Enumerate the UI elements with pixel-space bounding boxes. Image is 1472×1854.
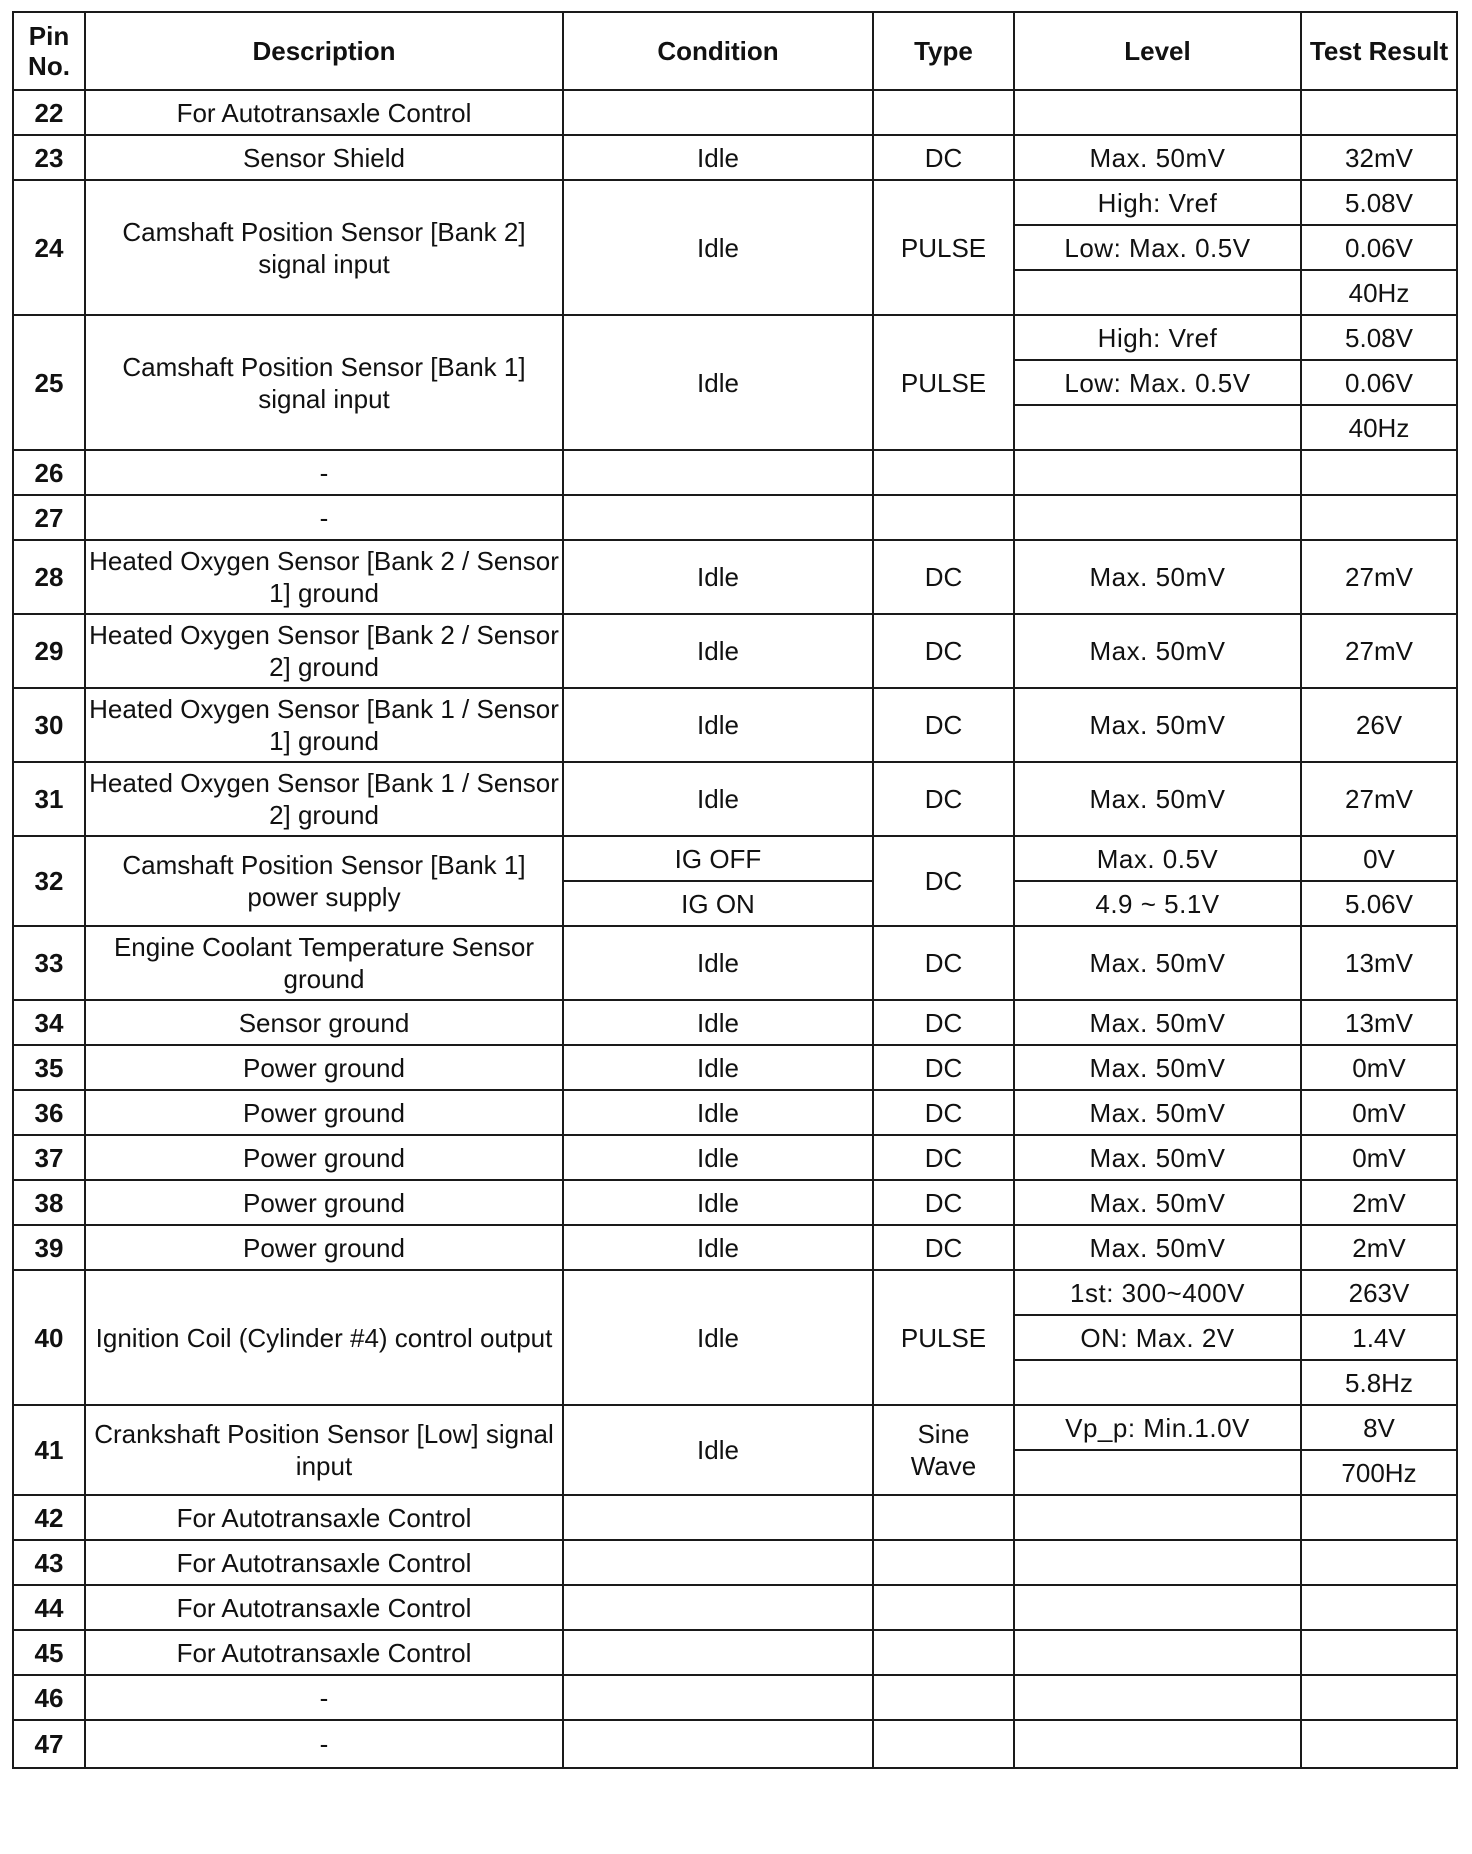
type-cell: Sine Wave [873, 1405, 1014, 1495]
table-row [13, 1720, 1457, 1768]
header-type: Type [873, 12, 1014, 90]
table-row [13, 762, 1457, 836]
table-row [13, 1630, 1457, 1675]
level-cell [1014, 1450, 1301, 1495]
level-cell: 1st: 300~400V [1014, 1270, 1301, 1315]
pin-number: 38 [13, 1180, 85, 1225]
level-cell [1014, 1720, 1301, 1768]
result-cell: 2mV [1301, 1225, 1457, 1270]
pin-number: 32 [13, 836, 85, 926]
result-cell: 27mV [1301, 614, 1457, 688]
type-cell: DC [873, 688, 1014, 762]
condition-cell: Idle [563, 1135, 873, 1180]
result-cell: 32mV [1301, 135, 1457, 180]
level-cell [1014, 1540, 1301, 1585]
condition-cell: Idle [563, 540, 873, 614]
table-row [13, 495, 1457, 540]
condition-cell [563, 1585, 873, 1630]
result-cell: 0mV [1301, 1135, 1457, 1180]
result-cell: 2mV [1301, 1180, 1457, 1225]
level-cell [1014, 90, 1301, 135]
description-cell: For Autotransaxle Control [85, 1540, 563, 1585]
level-cell: High: Vref [1014, 315, 1301, 360]
description-cell: - [85, 495, 563, 540]
result-cell: 26V [1301, 688, 1457, 762]
level-cell [1014, 1585, 1301, 1630]
pin-number: 33 [13, 926, 85, 1000]
description-cell: Engine Coolant Temperature Sensor ground [85, 926, 563, 1000]
result-cell [1301, 1720, 1457, 1768]
result-cell: 40Hz [1301, 405, 1457, 450]
condition-cell: IG ON [563, 881, 873, 926]
level-cell: Max. 50mV [1014, 540, 1301, 614]
type-cell: DC [873, 1090, 1014, 1135]
type-cell [873, 495, 1014, 540]
pin-number: 24 [13, 180, 85, 315]
condition-cell: Idle [563, 1045, 873, 1090]
level-cell: Max. 50mV [1014, 1045, 1301, 1090]
condition-cell: IG OFF [563, 836, 873, 881]
result-cell: 1.4V [1301, 1315, 1457, 1360]
condition-cell: Idle [563, 180, 873, 315]
description-cell: Power ground [85, 1180, 563, 1225]
table-row [13, 1540, 1457, 1585]
level-cell: Max. 50mV [1014, 1000, 1301, 1045]
condition-cell: Idle [563, 1225, 873, 1270]
description-cell: Power ground [85, 1045, 563, 1090]
result-cell: 13mV [1301, 1000, 1457, 1045]
header-level: Level [1014, 12, 1301, 90]
result-cell: 5.8Hz [1301, 1360, 1457, 1405]
type-cell: DC [873, 926, 1014, 1000]
level-cell: Max. 50mV [1014, 1135, 1301, 1180]
level-cell: Max. 50mV [1014, 614, 1301, 688]
level-cell: Max. 50mV [1014, 1180, 1301, 1225]
description-cell: For Autotransaxle Control [85, 1495, 563, 1540]
level-cell: 4.9 ~ 5.1V [1014, 881, 1301, 926]
result-cell: 40Hz [1301, 270, 1457, 315]
pin-number: 22 [13, 90, 85, 135]
pin-number: 29 [13, 614, 85, 688]
condition-cell: Idle [563, 315, 873, 450]
description-cell: Power ground [85, 1225, 563, 1270]
level-cell: Max. 50mV [1014, 1225, 1301, 1270]
condition-cell [563, 1720, 873, 1768]
description-cell: For Autotransaxle Control [85, 1585, 563, 1630]
condition-cell: Idle [563, 762, 873, 836]
header-test-result: Test Result [1301, 12, 1457, 90]
pin-number: 30 [13, 688, 85, 762]
table-row [13, 1495, 1457, 1540]
result-cell: 263V [1301, 1270, 1457, 1315]
type-cell: PULSE [873, 1270, 1014, 1405]
pin-number: 37 [13, 1135, 85, 1180]
table-row [13, 1405, 1457, 1450]
type-cell [873, 1585, 1014, 1630]
pin-number: 23 [13, 135, 85, 180]
type-cell [873, 1630, 1014, 1675]
condition-cell [563, 495, 873, 540]
result-cell: 0.06V [1301, 360, 1457, 405]
result-cell: 5.08V [1301, 180, 1457, 225]
description-cell: Camshaft Position Sensor [Bank 2] signal input [85, 180, 563, 315]
type-cell: DC [873, 1225, 1014, 1270]
description-cell: - [85, 1720, 563, 1768]
result-cell [1301, 1675, 1457, 1720]
table-row [13, 1045, 1457, 1090]
description-cell: Power ground [85, 1090, 563, 1135]
result-cell: 8V [1301, 1405, 1457, 1450]
pin-number: 46 [13, 1675, 85, 1720]
level-cell: Max. 50mV [1014, 926, 1301, 1000]
table-row [13, 688, 1457, 762]
type-cell [873, 1675, 1014, 1720]
pin-number: 31 [13, 762, 85, 836]
level-cell [1014, 1360, 1301, 1405]
condition-cell [563, 1495, 873, 1540]
description-cell: Sensor ground [85, 1000, 563, 1045]
level-cell: Max. 0.5V [1014, 836, 1301, 881]
description-cell: - [85, 1675, 563, 1720]
result-cell [1301, 1495, 1457, 1540]
type-cell [873, 1540, 1014, 1585]
description-cell: Camshaft Position Sensor [Bank 1] power supply [85, 836, 563, 926]
description-cell: Ignition Coil (Cylinder #4) control output [85, 1270, 563, 1405]
level-cell [1014, 450, 1301, 495]
condition-cell: Idle [563, 926, 873, 1000]
table-row [13, 1675, 1457, 1720]
description-cell: - [85, 450, 563, 495]
pin-number: 42 [13, 1495, 85, 1540]
pin-number: 25 [13, 315, 85, 450]
type-cell [873, 1495, 1014, 1540]
pin-number: 43 [13, 1540, 85, 1585]
condition-cell: Idle [563, 135, 873, 180]
pin-number: 26 [13, 450, 85, 495]
pin-number: 36 [13, 1090, 85, 1135]
type-cell: DC [873, 836, 1014, 926]
header-condition: Condition [563, 12, 873, 90]
table-row [13, 180, 1457, 225]
level-cell: Vp_p: Min.1.0V [1014, 1405, 1301, 1450]
table-row [13, 1000, 1457, 1045]
result-cell [1301, 90, 1457, 135]
type-cell: DC [873, 614, 1014, 688]
description-cell: Sensor Shield [85, 135, 563, 180]
table-row [13, 1225, 1457, 1270]
pin-number: 28 [13, 540, 85, 614]
pin-number: 47 [13, 1720, 85, 1768]
description-cell: Heated Oxygen Sensor [Bank 2 / Sensor 1] ground [85, 540, 563, 614]
type-cell: DC [873, 762, 1014, 836]
description-cell: Heated Oxygen Sensor [Bank 1 / Sensor 2] ground [85, 762, 563, 836]
result-cell: 5.06V [1301, 881, 1457, 926]
table-row [13, 1090, 1457, 1135]
result-cell [1301, 1630, 1457, 1675]
condition-cell: Idle [563, 1270, 873, 1405]
description-cell: For Autotransaxle Control [85, 90, 563, 135]
result-cell [1301, 1585, 1457, 1630]
level-cell [1014, 405, 1301, 450]
pin-number: 41 [13, 1405, 85, 1495]
header-pin-no: Pin No. [13, 12, 85, 90]
condition-cell [563, 1675, 873, 1720]
pin-test-table [12, 11, 1458, 1769]
table-row [13, 926, 1457, 1000]
condition-cell [563, 90, 873, 135]
type-cell: DC [873, 1000, 1014, 1045]
pin-number: 40 [13, 1270, 85, 1405]
type-cell [873, 90, 1014, 135]
result-cell: 13mV [1301, 926, 1457, 1000]
description-cell: Heated Oxygen Sensor [Bank 1 / Sensor 1] ground [85, 688, 563, 762]
table-row [13, 450, 1457, 495]
result-cell: 700Hz [1301, 1450, 1457, 1495]
condition-cell: Idle [563, 1405, 873, 1495]
type-cell: DC [873, 1135, 1014, 1180]
condition-cell [563, 450, 873, 495]
result-cell: 0mV [1301, 1090, 1457, 1135]
condition-cell: Idle [563, 1000, 873, 1045]
level-cell: Max. 50mV [1014, 762, 1301, 836]
pin-number: 44 [13, 1585, 85, 1630]
table-row [13, 1270, 1457, 1315]
table-row [13, 135, 1457, 180]
level-cell [1014, 1495, 1301, 1540]
header-description: Description [85, 12, 563, 90]
pin-number: 45 [13, 1630, 85, 1675]
condition-cell: Idle [563, 614, 873, 688]
result-cell [1301, 450, 1457, 495]
type-cell: PULSE [873, 180, 1014, 315]
condition-cell [563, 1540, 873, 1585]
result-cell: 5.08V [1301, 315, 1457, 360]
level-cell: Low: Max. 0.5V [1014, 225, 1301, 270]
condition-cell: Idle [563, 688, 873, 762]
result-cell: 27mV [1301, 540, 1457, 614]
description-cell: Crankshaft Position Sensor [Low] signal input [85, 1405, 563, 1495]
header-row [13, 12, 1457, 90]
level-cell: Max. 50mV [1014, 1090, 1301, 1135]
result-cell [1301, 1540, 1457, 1585]
description-cell: Heated Oxygen Sensor [Bank 2 / Sensor 2] ground [85, 614, 563, 688]
table-row [13, 1585, 1457, 1630]
type-cell: PULSE [873, 315, 1014, 450]
level-cell [1014, 495, 1301, 540]
table-row [13, 540, 1457, 614]
table-row [13, 614, 1457, 688]
result-cell: 0mV [1301, 1045, 1457, 1090]
table-row [13, 836, 1457, 881]
pin-number: 35 [13, 1045, 85, 1090]
description-cell: Camshaft Position Sensor [Bank 1] signal input [85, 315, 563, 450]
level-cell: Max. 50mV [1014, 688, 1301, 762]
description-cell: For Autotransaxle Control [85, 1630, 563, 1675]
level-cell: ON: Max. 2V [1014, 1315, 1301, 1360]
condition-cell: Idle [563, 1180, 873, 1225]
level-cell [1014, 1630, 1301, 1675]
condition-cell [563, 1630, 873, 1675]
type-cell [873, 450, 1014, 495]
pin-number: 39 [13, 1225, 85, 1270]
condition-cell: Idle [563, 1090, 873, 1135]
table-row [13, 1180, 1457, 1225]
level-cell [1014, 1675, 1301, 1720]
pin-number: 27 [13, 495, 85, 540]
level-cell: High: Vref [1014, 180, 1301, 225]
table-row [13, 1135, 1457, 1180]
description-cell: Power ground [85, 1135, 563, 1180]
type-cell [873, 1720, 1014, 1768]
result-cell: 0V [1301, 836, 1457, 881]
result-cell: 27mV [1301, 762, 1457, 836]
level-cell [1014, 270, 1301, 315]
table-row [13, 90, 1457, 135]
result-cell [1301, 495, 1457, 540]
result-cell: 0.06V [1301, 225, 1457, 270]
type-cell: DC [873, 1180, 1014, 1225]
type-cell: DC [873, 135, 1014, 180]
level-cell: Low: Max. 0.5V [1014, 360, 1301, 405]
pin-number: 34 [13, 1000, 85, 1045]
table-row [13, 315, 1457, 360]
type-cell: DC [873, 540, 1014, 614]
type-cell: DC [873, 1045, 1014, 1090]
level-cell: Max. 50mV [1014, 135, 1301, 180]
